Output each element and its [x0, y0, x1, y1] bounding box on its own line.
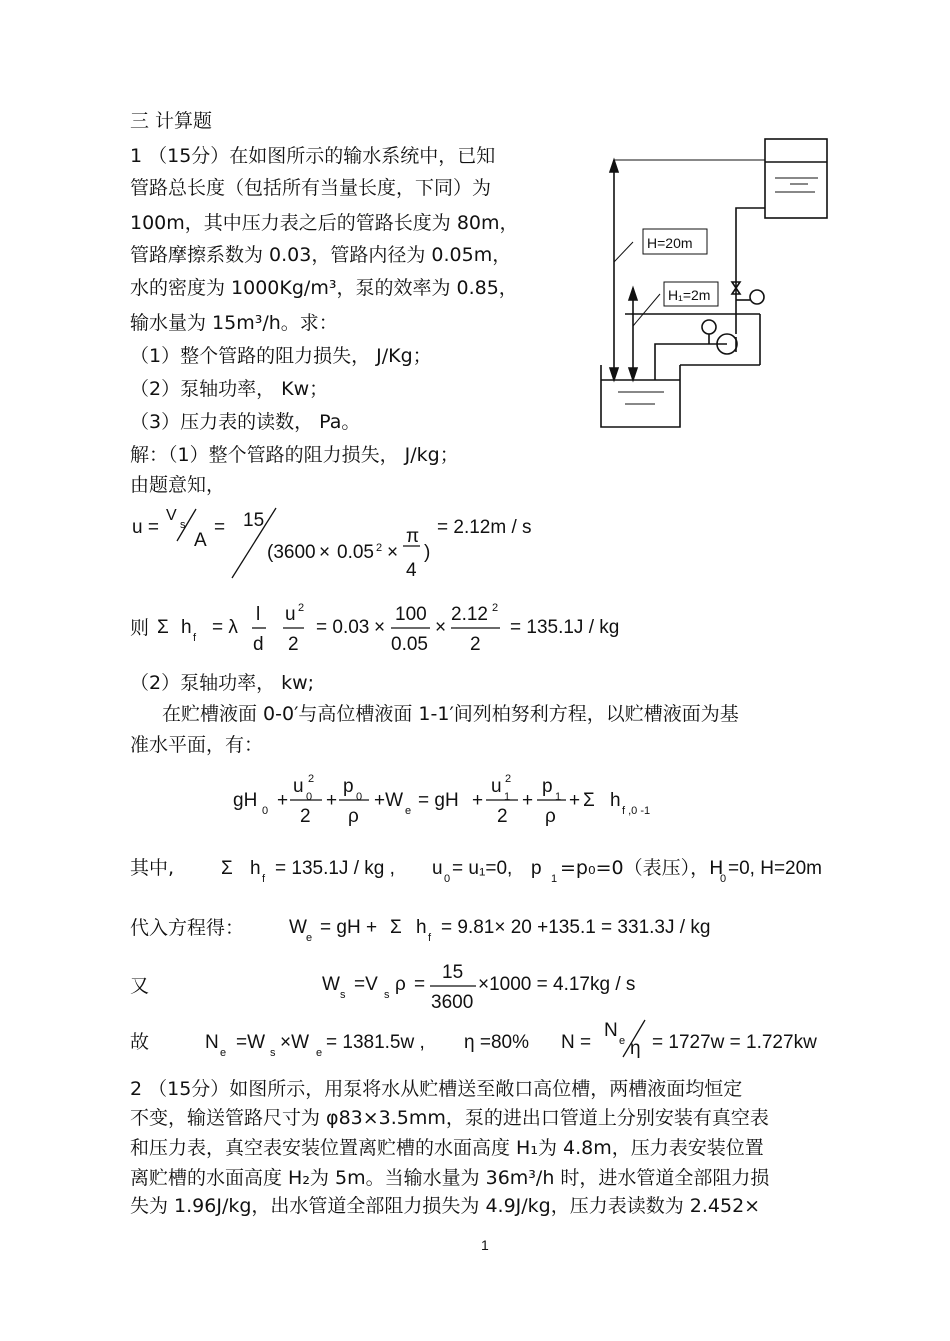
- label-H1: H₁=2m: [668, 287, 711, 303]
- p1-line-7: （1）整个管路的阻力损失， J/Kg；: [130, 345, 432, 367]
- p2-line-2: 不变，输送管路尺寸为 φ83×3.5mm，泵的进出口管道上分别安装有真空表: [130, 1107, 769, 1129]
- page-number: 1: [481, 1237, 489, 1253]
- p1-line-3: 100m，其中压力表之后的管路长度为 80m，: [130, 212, 519, 234]
- p1-line-1: 1 （15分）在如图所示的输水系统中，已知: [130, 145, 496, 167]
- p2-line-4: 离贮槽的水面高度 H₂为 5m。当输水量为 36m³/h 时，进水管道全部阻力损: [130, 1167, 770, 1189]
- bernoulli-text-1: 在贮槽液面 0-0′与高位槽液面 1-1′间列柏努利方程，以贮槽液面为基: [162, 703, 739, 725]
- p1-line-8: （2）泵轴功率， Kw；: [130, 378, 329, 400]
- p1-line-6: 输水量为 15m³/h。求：: [130, 312, 338, 334]
- p2-line-5: 失为 1.96J/kg，出水管道全部阻力损失为 4.9J/kg，压力表读数为 2.452×: [130, 1195, 761, 1217]
- p2-line-1: 2 （15分）如图所示，用泵将水从贮槽送至敞口高位槽，两槽液面均恒定: [130, 1078, 743, 1100]
- p1-line-4: 管路摩擦系数为 0.03，管路内径为 0.05m，: [130, 244, 512, 266]
- bernoulli-text-2: 准水平面，有：: [130, 734, 264, 756]
- p1-line-9: （3）压力表的读数， Pa。: [130, 411, 361, 433]
- part2-title: （2）泵轴功率， kw;: [130, 672, 315, 694]
- section-heading: 三 计算题: [130, 110, 213, 132]
- p1-line-5: 水的密度为 1000Kg/m³，泵的效率为 0.85，: [130, 277, 518, 299]
- solution-line-2: 由题意知，: [130, 474, 226, 496]
- label-H: H=20m: [647, 235, 693, 251]
- p1-line-2: 管路总长度（包括所有当量长度，下同）为: [130, 177, 492, 199]
- solution-line-1: 解：（1）整个管路的阻力损失， J/kg；: [130, 444, 459, 466]
- p2-line-3: 和压力表，真空表安装位置离贮槽的水面高度 H₁为 4.8m，压力表安装位置: [130, 1137, 764, 1159]
